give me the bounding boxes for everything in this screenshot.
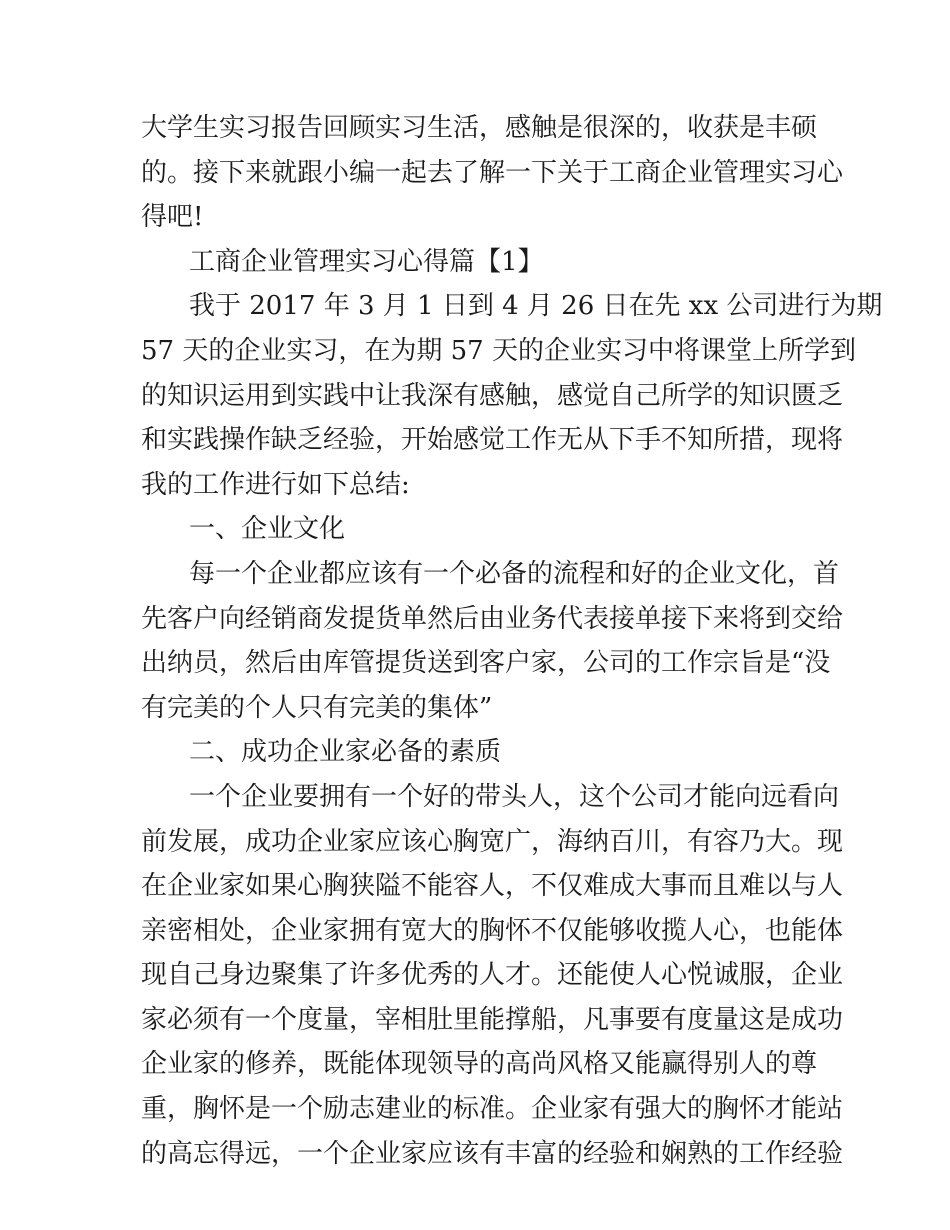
paragraph-line: 一个企业要拥有一个好的带头人，这个公司才能向远看向 (189, 781, 840, 812)
paragraph-line: 57 天的企业实习，在为期 57 天的企业实习中将课堂上所学到 (141, 335, 856, 366)
paragraph-line: 重，胸怀是一个励志建业的标准。企业家有强大的胸怀才能站 (141, 1094, 844, 1125)
paragraph-line: 出纳员，然后由库管提货送到客户家，公司的工作宗旨是“没 (141, 648, 831, 679)
paragraph-line: 的知识运用到实践中让我深有感触，感觉自己所学的知识匮乏 (141, 380, 844, 411)
section-title: 二、成功企业家必备的素质 (189, 737, 502, 768)
paragraph-line: 前发展，成功企业家应该心胸宽广，海纳百川，有容乃大。现 (141, 826, 844, 857)
paragraph-line: 有完美的个人只有完美的集体” (141, 692, 493, 723)
paragraph-line: 先客户向经销商发提货单然后由业务代表接单接下来将到交给 (141, 603, 844, 634)
paragraph-line: 现自己身边聚集了许多优秀的人才。还能使人心悦诚服，企业 (141, 960, 844, 991)
paragraph-line: 企业家的修养，既能体现领导的高尚风格又能赢得别人的尊 (141, 1049, 818, 1080)
section-title: 一、企业文化 (189, 514, 346, 545)
paragraph-line: 和实践操作缺乏经验，开始感觉工作无从下手不知所措，现将 (141, 425, 844, 456)
intro-line: 得吧! (141, 202, 204, 233)
paragraph-line: 家必须有一个度量，宰相肚里能撑船，凡事要有度量这是成功 (141, 1004, 844, 1035)
intro-line: 的。接下来就跟小编一起去了解一下关于工商企业管理实习心 (141, 157, 844, 188)
paragraph-line: 在企业家如果心胸狭隘不能容人，不仅难成大事而且难以与人 (141, 871, 844, 902)
paragraph-line: 我于 2017 年 3 月 1 日到 4 月 26 日在先 xx 公司进行为期 (189, 291, 883, 322)
document-body (141, 106, 883, 1176)
paragraph-line: 我的工作进行如下总结: (141, 469, 410, 500)
paragraph-line: 亲密相处，企业家拥有宽大的胸怀不仅能够收揽人心，也能体 (141, 915, 844, 946)
intro-line: 大学生实习报告回顾实习生活，感触是很深的，收获是丰硕 (141, 113, 818, 143)
paragraph-line: 的高忘得远，一个企业家应该有丰富的经验和娴熟的工作经验 (141, 1138, 844, 1169)
paragraph-line: 每一个企业都应该有一个必备的流程和好的企业文化，首 (189, 558, 840, 589)
article-heading: 工商企业管理实习心得篇【1】 (189, 246, 544, 277)
